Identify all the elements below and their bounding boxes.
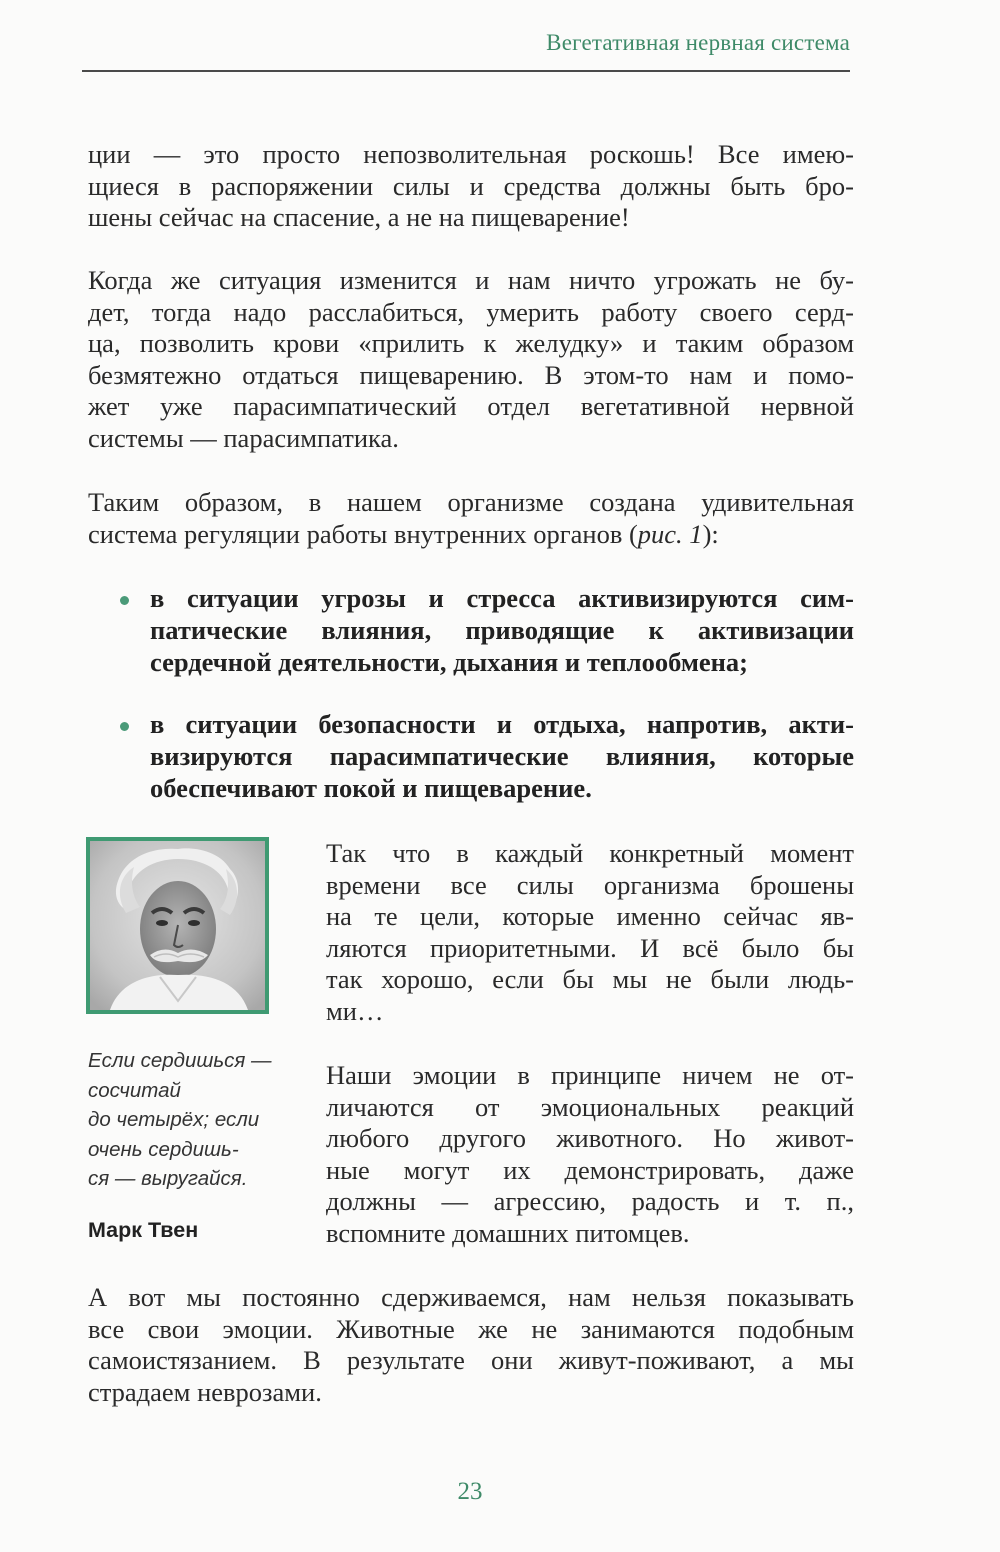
paragraph-2 [88,265,854,454]
quote-line: Если сердишься — [88,1049,272,1072]
text-line: Так что в каждый конкретный момент [326,838,854,868]
text-line: на те цели, которые именно сейчас яв- [326,901,854,931]
text-line: самоистязанием. В результате они живут-поживают, а мы [88,1345,854,1375]
text-line: шены сейчас на спасение, а не на пищеварение! [88,202,630,232]
bullet-line: обеспечивают покой и пищеварение. [150,773,592,803]
side-paragraph-2 [326,1060,854,1249]
text-line: безмятежно отдаться пищеварению. В этом-то нам и помо- [88,359,854,390]
paragraph-final [88,1282,854,1408]
bullet-line: патические влияния, приводящие к активизации [150,615,854,645]
quote-line: очень сердишь- [88,1137,239,1161]
portrait-photo-icon [90,841,265,1010]
text-line: дет, тогда надо расслабиться, умерить работу своего серд- [88,296,854,327]
epigraph-quote [88,1046,308,1194]
text-line: должны — агрессию, радость и т. п., [326,1186,854,1216]
quote-author: Марк Твен [88,1218,199,1242]
text-line: личаются от эмоциональных реакций [326,1091,854,1122]
header-rule [82,70,850,72]
text-line: любого другого животного. Но живот- [326,1123,854,1153]
bullet-item [88,582,854,678]
bullet-dot-icon [120,596,129,605]
text-line: ные могут их демонстрировать, даже [326,1154,854,1185]
side-paragraph-1 [326,838,854,1027]
text-segment: система регуляции работы внутренних органов ( [88,518,638,549]
bullet-line: в ситуации угрозы и стресса активизируются сим- [150,583,854,613]
quote-line: ся — выругайся. [88,1167,248,1190]
text-line: А вот мы постоянно сдерживаемся, нам нельзя показывать [88,1282,854,1312]
paragraph-3 [88,487,854,550]
text-line: Наши эмоции в принципе ничем не от- [326,1060,854,1090]
text-line: щиеся в распоряжении силы и средства должны быть бро- [88,170,854,201]
text-line: времени все силы организма брошены [326,869,854,900]
text-line: системы — парасимпатика. [88,422,399,453]
bullet-line: в ситуации безопасности и отдыха, напротив, акти- [150,709,854,739]
text-line: ции — это просто непозволительная роскошь! Все имею- [88,139,854,169]
author-portrait [86,837,269,1014]
text-line: ца, позволить крови «прилить к желудку» и таким образом [88,328,854,358]
bullet-item [88,708,854,804]
paragraph-1 [88,139,854,234]
text-line: ляются приоритетными. И всё было бы [326,932,854,963]
bullet-line: визируются парасимпатические влияния, которые [150,741,854,771]
page-number: 23 [457,1478,483,1505]
running-header: Вегетативная нервная система [546,30,850,55]
text-line: Таким образом, в нашем организме создана удивительная [88,487,854,517]
bullet-dot-icon [120,722,129,731]
quote-line: до четырёх; если [88,1108,260,1131]
text-line: страдаем неврозами. [88,1376,322,1407]
text-line-with-figure-ref [88,519,854,551]
quote-line: сосчитай [88,1078,181,1102]
text-line: вспомните домашних питомцев. [326,1217,690,1248]
text-line: так хорошо, если бы мы не были людь- [326,964,854,994]
text-line: ми… [326,995,384,1026]
bullet-list [88,582,854,804]
text-line: Когда же ситуация изменится и нам ничто угрожать не бу- [88,265,854,295]
text-segment: ): [702,518,719,549]
text-line: все свои эмоции. Животные же не занимаются подобным [88,1313,854,1344]
text-line: жет уже парасимпатический отдел вегетативной нервной [88,391,854,421]
figure-reference: рис. 1 [637,518,703,549]
bullet-line: сердечной деятельности, дыхания и теплообмена; [150,647,749,677]
